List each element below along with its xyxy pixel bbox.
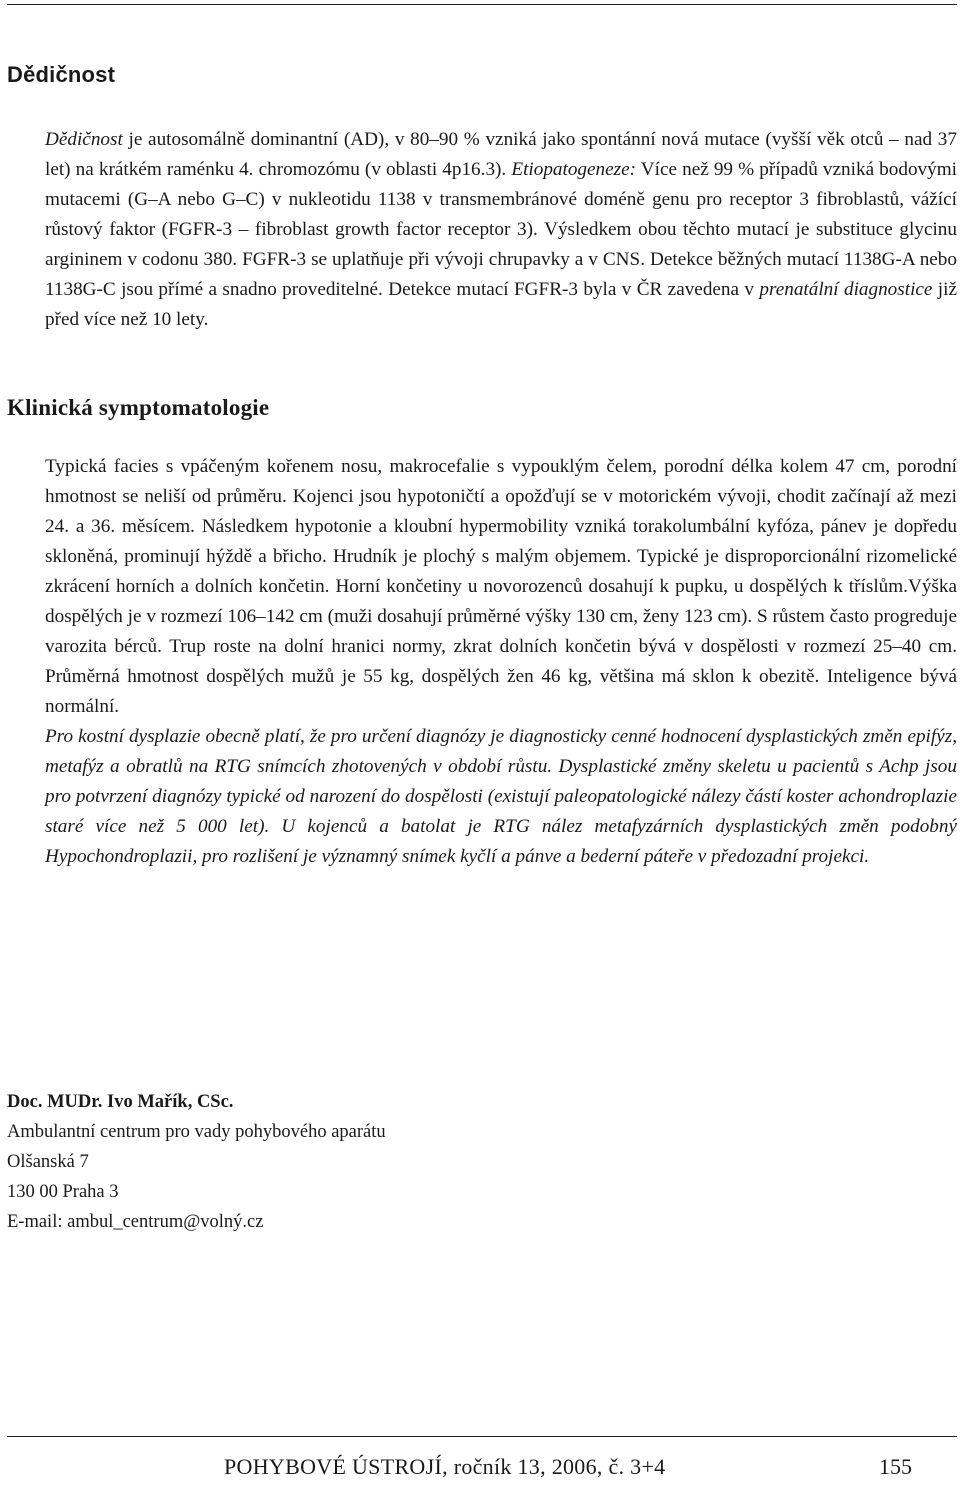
text-rtg	[7, 722, 957, 872]
term-prenatalni: prenatální diagnostice	[759, 279, 933, 300]
heading-klinicka-symptomatologie: Klinická symptomatologie	[7, 395, 270, 420]
text-symptomatologie-body: Typická facies s vpáčeným kořenem nosu, makrocefalie s vypouklým čelem, porodní délka kolem 47 cm, porodní hmotnost se neliší od průměru. Kojenci jsou hypotoničtí a opožďují se v motorickém vývoji, chodit začínají až mezi 24. a 36. měsícem. Následkem hypotonie a kloubní hypermobility vzniká torakolumbální kyfóza, pánev je dopředu skloněná, prominují hýždě a břicho. Hrudník je plochý s malým objemem. Typické je disproporcionální rizomelické zkrácení horních a dolních končetin. Horní končetiny u novorozenců dosahují k pupku, u dospělých k tříslům.Výška dospělých je v rozmezí 106–142 cm (muži dosahují průměrné výšky 130 cm, ženy 123 cm). S růstem často progreduje varozita bérců. Trup roste na dolní hranici normy, zkrat dolních končetin bývá v dospělosti v rozmezí 25–40 cm. Průměrná hmotnost dospělých mužů je 55 kg, dospělých žen 46 kg, většina má sklon k obezitě. Inteligence bývá normální.	[45, 456, 957, 717]
footer-journal: POHYBOVÉ ÚSTROJÍ, ročník 13, 2006, č. 3+4	[224, 1454, 666, 1479]
top-rule	[7, 4, 957, 5]
author-contact	[7, 1087, 386, 1237]
paragraph-klinicka	[7, 452, 957, 872]
term-dedicnost: Dědičnost	[45, 129, 123, 150]
text-rtg-body: Pro kostní dysplazie obecně platí, že pro určení diagnózy je diagnosticky cenné hodnocení dysplastických změn epifýz, metafýz a obratlů na RTG snímcích zhotovených v období růstu. Dysplastické změny skeletu u pacientů s Achp jsou pro potvrzení diagnózy typické od narození do dospělosti (existují paleopatologické nálezy částí koster achondroplazie staré více než 5 000 let). U kojenců a batolat je RTG nález metafyzárních dysplastických změn podobný Hypochondroplazii, pro rozlišení je významný snímek kyčlí a pánve a bederní páteře v předozadní projekci.	[45, 726, 957, 867]
text-symptomatologie	[7, 452, 957, 722]
text-dedicnost-end: již před více než 10 lety.	[45, 279, 957, 330]
text-dedicnost-1: je autosomálně dominantní (AD), v 80–90 % vzniká jako spontánní nová mutace (vyšší věk otců – nad 37 let) na krátkém raménku 4. chromozómu (v oblasti 4p16.3).	[45, 129, 957, 180]
author-name: Doc. MUDr. Ivo Mařík, CSc.	[7, 1092, 234, 1112]
paragraph-dedicnost	[7, 125, 957, 335]
term-etiopatogeneze: Etiopatogeneze:	[511, 159, 637, 180]
author-institution: Ambulantní centrum pro vady pohybového aparátu	[7, 1122, 386, 1142]
text-etiopatogeneze: Více než 99 % případů vzniká bodovými mutacemi (G–A nebo G–C) v nukleotidu 1138 v transmembránové doméně genu pro receptor 3 fibroblastů, vážící růstový faktor (FGFR-3 – fibroblast growth factor receptor 3). Výsledkem obou těchto mutací je substituce glycinu argininem v codonu 380. FGFR-3 se uplatňuje při vývoji chrupavky a v CNS. Detekce běžných mutací 1138G-A nebo 1138G-C jsou přímé a snadno proveditelné. Detekce mutací FGFR-3 byla v ČR zavedena v	[45, 159, 958, 300]
author-street: Olšanská 7	[7, 1152, 89, 1172]
bottom-rule	[7, 1436, 957, 1437]
footer-page-number: 155	[879, 1454, 912, 1479]
author-email: E-mail: ambul_centrum@volný.cz	[7, 1212, 264, 1232]
author-city: 130 00 Praha 3	[7, 1182, 119, 1202]
heading-dedicnost: Dědičnost	[7, 62, 116, 87]
